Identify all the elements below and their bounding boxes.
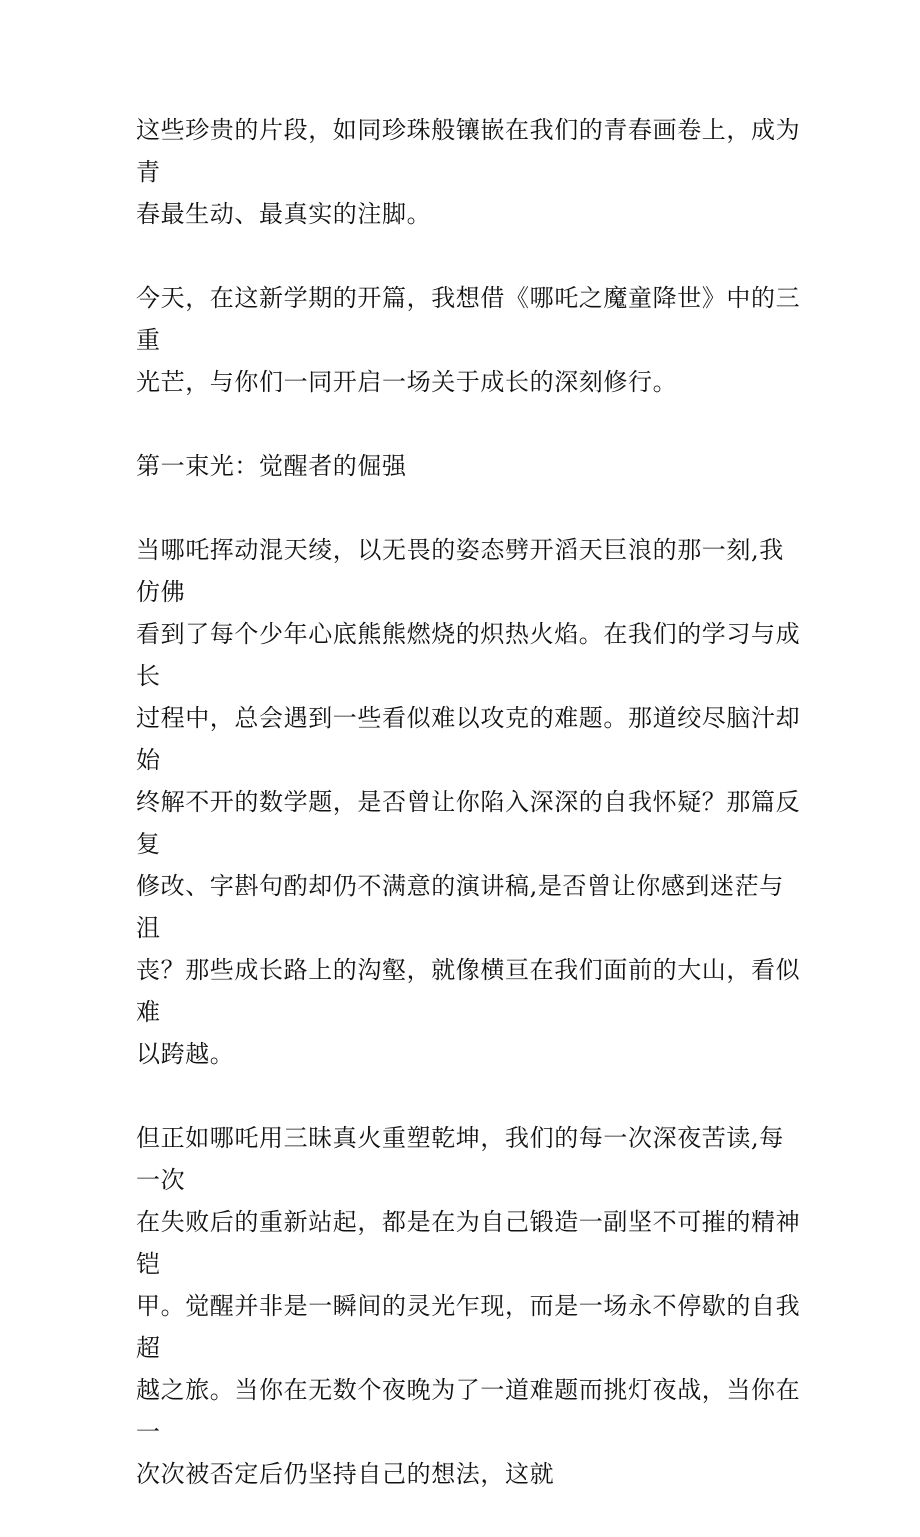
paragraph-samadhi-fire: 但正如哪吒用三昧真火重塑乾坤，我们的每一次深夜苦读,每一次 在失败后的重新站起，都是在为自己锻造一副坚不可摧的精神铠 甲。觉醒并非是一瞬间的灵光乍现，而是一场永不停歇的自我超 越之旅。当你在无数个夜晚为了一道难题而挑灯夜战，当你在一 次次被否定后仍坚持自己的想法，这就 [136, 1124, 801, 1488]
section-heading-first-light: 第一束光：觉醒者的倔强 [136, 452, 407, 480]
document-body [136, 109, 806, 1537]
paragraph-nezha-waves: 当哪吒挥动混天绫，以无畏的姿态劈开滔天巨浪的那一刻,我仿佛 看到了每个少年心底熊熊燃烧的炽热火焰。在我们的学习与成长 过程中，总会遇到一些看似难以攻克的难题。那道绞尽脑汁却始 终解不开的数学题，是否曾让你陷入深深的自我怀疑？那篇反复 修改、字斟句酌却仍不满意的演讲稿,是否曾让你感到迷茫与沮 丧？那些成长路上的沟壑，就像横亘在我们面前的大山，看似难 以跨越。 [136, 536, 801, 1068]
paragraph-new-semester: 今天，在这新学期的开篇，我想借《哪吒之魔童降世》中的三重 光芒，与你们一同开启一场关于成长的深刻修行。 [136, 284, 801, 396]
paragraph-pearls: 这些珍贵的片段，如同珍珠般镶嵌在我们的青春画卷上，成为青 春最生动、最真实的注脚。 [136, 116, 801, 228]
